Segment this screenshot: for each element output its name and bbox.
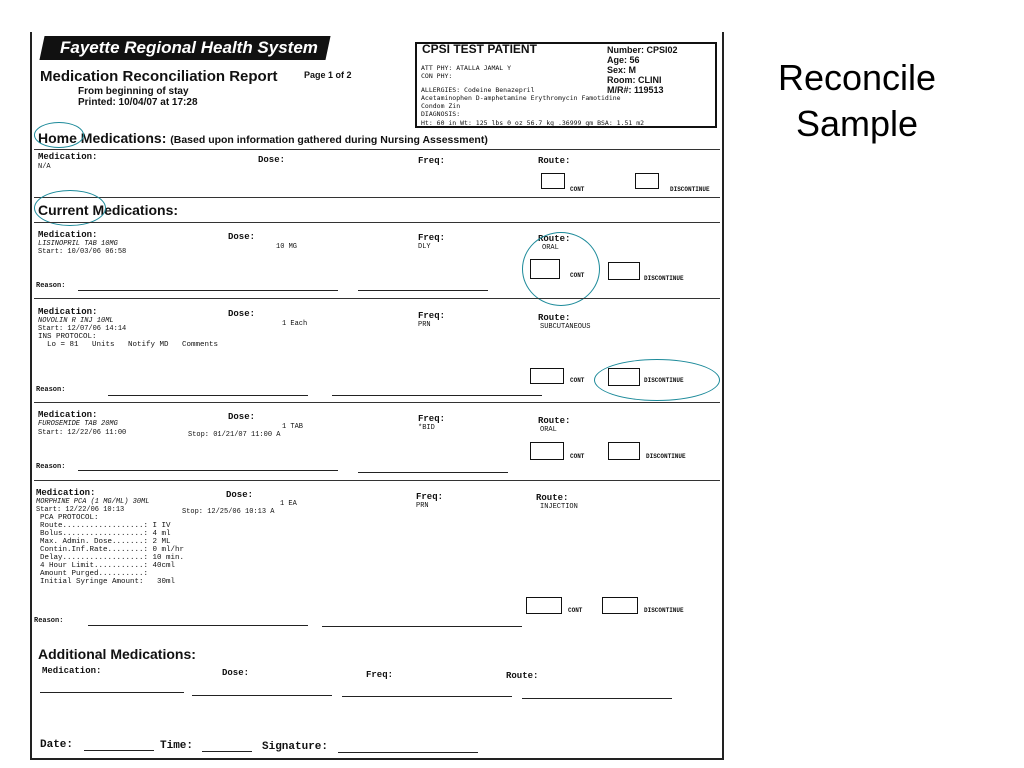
- home-medications-heading: Home Medications: (Based upon information gathered during Nursing Assessment): [38, 130, 488, 146]
- dose-value: 1 EA: [280, 500, 297, 508]
- discontinue-checkbox[interactable]: [602, 597, 638, 614]
- home-discontinue-label: DISCONTINUE: [670, 186, 710, 193]
- additional-medications-heading: Additional Medications:: [38, 646, 196, 662]
- dose-value: 1 Each: [282, 320, 308, 328]
- current-medications-heading: Current Medications:: [38, 202, 179, 218]
- home-dose-label: Dose:: [258, 155, 286, 165]
- dose-label: Dose:: [226, 490, 254, 500]
- dose-label: Dose:: [228, 309, 256, 319]
- reason-line[interactable]: [108, 395, 308, 396]
- additional-medication-label: Medication:: [42, 666, 102, 676]
- health-system-banner: Fayette Regional Health System: [39, 36, 330, 60]
- freq-label: Freq:: [418, 414, 446, 424]
- diagnosis: DIAGNOSIS:: [421, 110, 461, 118]
- cont-checkbox[interactable]: [526, 597, 562, 614]
- route-value: INJECTION: [540, 503, 578, 511]
- medication-stop: Stop: 12/25/06 10:13 A: [182, 508, 275, 516]
- cont-checkbox[interactable]: [530, 368, 564, 384]
- reason-label: Reason:: [34, 617, 64, 625]
- cont-label: CONT: [570, 377, 585, 384]
- freq-entry-line[interactable]: [342, 696, 512, 697]
- date-label: Date:: [40, 739, 74, 751]
- route-label: Route:: [538, 416, 571, 426]
- allergies: ALLERGIES: Codeine Benazepril: [421, 86, 535, 94]
- medication-label: Medication:: [38, 307, 98, 317]
- dose-value: 1 TAB: [282, 423, 304, 431]
- patient-age: Age: 56: [607, 55, 640, 65]
- medication-name: FUROSEMIDE TAB 20MG: [38, 420, 118, 428]
- reason-line[interactable]: [88, 625, 308, 626]
- slide-title-line-2: Sample: [795, 103, 919, 144]
- slide-title-line-1: Reconcile: [777, 57, 937, 98]
- slide-title: [742, 55, 972, 147]
- home-discontinue-checkbox[interactable]: [635, 173, 659, 189]
- page-number: Page 1 of 2: [304, 70, 352, 80]
- time-label: Time:: [160, 740, 194, 752]
- reason-line[interactable]: [78, 470, 338, 471]
- divider: [34, 197, 720, 198]
- medication-entry-line[interactable]: [40, 692, 184, 693]
- route-label: Route:: [536, 493, 569, 503]
- home-cont-label: CONT: [570, 186, 585, 193]
- additional-route-label: Route:: [506, 671, 539, 681]
- patient-number: Number: CPSI02: [607, 45, 678, 55]
- discontinue-label: DISCONTINUE: [644, 275, 684, 282]
- reason-label: Reason:: [36, 282, 66, 290]
- route-value: ORAL: [540, 426, 557, 434]
- freq-value: *BID: [418, 424, 435, 432]
- patient-sex: Sex: M: [607, 65, 637, 75]
- signature-line[interactable]: [338, 752, 478, 753]
- freq-value: PRN: [416, 502, 429, 510]
- height-weight: Ht: 60 in Wt: 125 lbs 0 oz 56.7 kg .36999 gm BSA: 1.51 m2: [421, 119, 645, 127]
- additional-freq-label: Freq:: [366, 670, 394, 680]
- route-value: ORAL: [542, 244, 559, 252]
- divider: [34, 149, 720, 150]
- report-title: Medication Reconciliation Report: [40, 68, 278, 85]
- date-line[interactable]: [84, 750, 154, 751]
- medication-start: Start: 10/03/06 06:58: [38, 248, 127, 256]
- reason-label: Reason:: [36, 463, 66, 471]
- route-label: Route:: [538, 234, 571, 244]
- attending-physician: ATT PHY: ATALLA JAMAL Y: [421, 64, 512, 72]
- cont-label: CONT: [568, 607, 583, 614]
- discontinue-label: DISCONTINUE: [644, 377, 684, 384]
- cont-label: CONT: [570, 453, 585, 460]
- allergies-line-2: Acetaminophen D-amphetamine Erythromycin Famotidine: [421, 94, 621, 102]
- route-label: Route:: [538, 313, 571, 323]
- freq-label: Freq:: [416, 492, 444, 502]
- home-route-label: Route:: [538, 156, 571, 166]
- home-cont-checkbox[interactable]: [541, 173, 565, 189]
- dose-value: 10 MG: [276, 243, 298, 251]
- dose-entry-line[interactable]: [192, 695, 332, 696]
- home-medications-note: (Based upon information gathered during Nursing Assessment): [170, 134, 488, 146]
- divider: [34, 222, 720, 223]
- consulting-physician: CON PHY:: [421, 72, 453, 80]
- divider: [34, 298, 720, 299]
- patient-room: Room: CLINI: [607, 75, 662, 85]
- reason-line[interactable]: [78, 290, 338, 291]
- reason-line: [332, 395, 542, 396]
- patient-info-box: [415, 42, 717, 128]
- freq-value: DLY: [418, 243, 431, 251]
- freq-label: Freq:: [418, 233, 446, 243]
- medication-start: Start: 12/07/06 14:14: [38, 325, 127, 333]
- discontinue-checkbox[interactable]: [608, 368, 640, 386]
- medication-start: Start: 12/22/06 11:00: [38, 429, 127, 437]
- medication-name: MORPHINE PCA (1 MG/ML) 30ML: [36, 498, 150, 506]
- cont-checkbox[interactable]: [530, 259, 560, 279]
- cont-checkbox[interactable]: [530, 442, 564, 460]
- home-medication-label: Medication:: [38, 152, 98, 162]
- signature-label: Signature:: [262, 741, 329, 753]
- reason-label: Reason:: [36, 386, 66, 394]
- divider: [34, 402, 720, 403]
- discontinue-label: DISCONTINUE: [646, 453, 686, 460]
- medication-stop: Stop: 01/21/07 11:00 A: [188, 431, 281, 439]
- dose-label: Dose:: [228, 232, 256, 242]
- insulin-protocol: INS PROTOCOL: Lo = 81 Units Notify MD Comments: [38, 333, 219, 349]
- dose-label: Dose:: [228, 412, 256, 422]
- route-value: SUBCUTANEOUS: [540, 323, 591, 331]
- pca-protocol: PCA PROTOCOL: Route..................: I IV Bolus..................: 4 ml Max. Admin. Dose.......: 2 ML Contin.Inf.Rate........: 0 ml/hr Delay..................: 10 min. 4 Hour Limit...........: 40cml Amount Purged..........: Initial Syringe Amount: 30ml: [40, 514, 185, 586]
- reason-line: [358, 290, 488, 291]
- time-line[interactable]: [202, 751, 252, 752]
- divider: [34, 480, 720, 481]
- medication-name: NOVOLIN R INJ 10ML: [38, 317, 114, 325]
- cont-label: CONT: [570, 272, 585, 279]
- stay-range: From beginning of stay: [78, 86, 189, 97]
- discontinue-checkbox[interactable]: [608, 442, 640, 460]
- freq-label: Freq:: [418, 311, 446, 321]
- patient-mr: M/R#: 119513: [607, 85, 664, 95]
- reason-line: [358, 472, 508, 473]
- printed-date: Printed: 10/04/07 at 17:28: [78, 97, 198, 108]
- patient-demographics: [607, 45, 678, 95]
- discontinue-label: DISCONTINUE: [644, 607, 684, 614]
- home-freq-label: Freq:: [418, 156, 446, 166]
- allergies-line-3: Condom Zin: [421, 102, 461, 110]
- medication-label: Medication:: [38, 230, 98, 240]
- home-medication-value: N/A: [38, 163, 51, 171]
- freq-value: PRN: [418, 321, 431, 329]
- annotation-circle: [34, 190, 106, 226]
- patient-name: CPSI TEST PATIENT: [422, 42, 537, 56]
- medication-label: Medication:: [38, 410, 98, 420]
- medication-start: Start: 12/22/06 10:13: [36, 506, 125, 514]
- medication-reconciliation-document: [30, 32, 724, 760]
- medication-name: LISINOPRIL TAB 10MG: [38, 240, 118, 248]
- additional-dose-label: Dose:: [222, 668, 250, 678]
- reason-line: [322, 626, 522, 627]
- medication-label: Medication:: [36, 488, 96, 498]
- route-entry-line[interactable]: [522, 698, 672, 699]
- annotation-circle: [34, 122, 84, 148]
- discontinue-checkbox[interactable]: [608, 262, 640, 280]
